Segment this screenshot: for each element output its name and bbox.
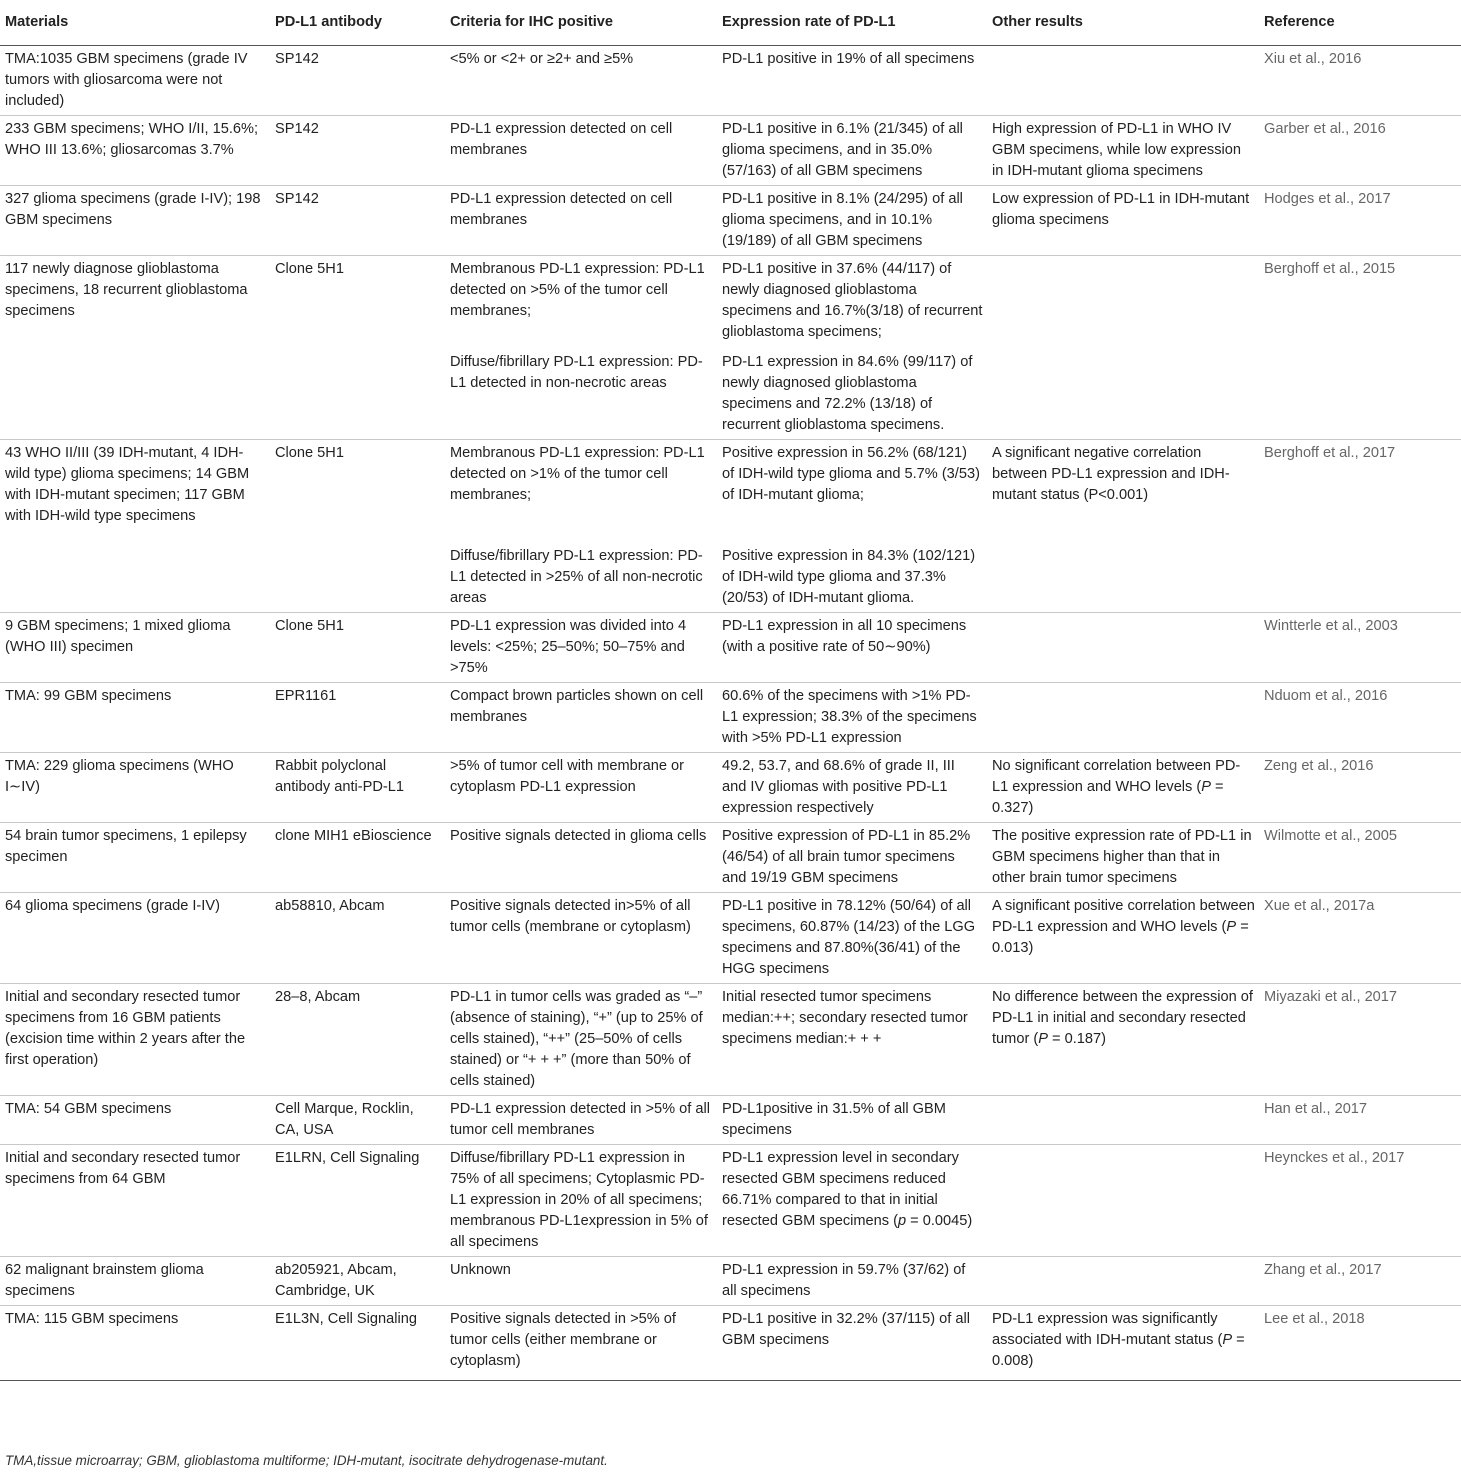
cell-reference: Hodges et al., 2017: [1259, 185, 1461, 255]
cell-criteria: Unknown: [445, 1256, 717, 1305]
header-criteria: Criteria for IHC positive: [445, 0, 717, 45]
cell-expression: PD-L1 expression in 59.7% (37/62) of all specimens: [717, 1256, 987, 1305]
cell-expression: Initial resected tumor specimens median:++; secondary resected tumor specimens median:+ + +: [717, 983, 987, 1095]
expression-text-post: = 0.0045): [906, 1212, 973, 1229]
cell-reference: Wilmotte et al., 2005: [1259, 822, 1461, 892]
cell-other: [987, 45, 1259, 115]
cell-criteria: Positive signals detected in glioma cells: [445, 822, 717, 892]
cell-materials: [0, 530, 270, 613]
table-row: [0, 439, 1461, 530]
cell-other: [987, 530, 1259, 613]
cell-materials: TMA:1035 GBM specimens (grade IV tumors with gliosarcoma were not included): [0, 45, 270, 115]
cell-other: [987, 346, 1259, 440]
cell-other: Low expression of PD-L1 in IDH-mutant glioma specimens: [987, 185, 1259, 255]
cell-criteria: Positive signals detected in >5% of tumor cells (either membrane or cytoplasm): [445, 1305, 717, 1380]
cell-criteria: Diffuse/fibrillary PD-L1 expression: PD-L1 detected in >25% of all non-necrotic areas: [450, 547, 703, 606]
cell-antibody: ab205921, Abcam, Cambridge, UK: [270, 1256, 445, 1305]
table-row: [0, 682, 1461, 752]
cell-criteria: Diffuse/fibrillary PD-L1 expression in 75% of all specimens; Cytoplasmic PD-L1 expression in 20% of all specimens; membranous PD-L1expression in 5% of all specimens: [445, 1144, 717, 1256]
cell-other: [987, 612, 1259, 682]
cell-expression: PD-L1 positive in 6.1% (21/345) of all glioma specimens, and in 35.0% (57/163) of all GBM specimens: [717, 115, 987, 185]
cell-antibody: Clone 5H1: [270, 612, 445, 682]
cell-expression: Positive expression in 84.3% (102/121) of IDH-wild type glioma and 37.3%(20/53) of IDH-mutant glioma.: [722, 547, 976, 606]
cell-criteria: PD-L1 expression detected on cell membranes: [445, 115, 717, 185]
cell-expression: [717, 1144, 987, 1256]
table-row: [0, 255, 1461, 346]
header-other-results: Other results: [987, 0, 1259, 45]
cell-criteria: Compact brown particles shown on cell membranes: [445, 682, 717, 752]
cell-criteria: PD-L1 expression detected in >5% of all tumor cell membranes: [445, 1095, 717, 1144]
other-text-pre: No difference between the expression of PD-L1 in initial and secondary resected tumor (: [992, 988, 1253, 1047]
cell-other: [987, 1095, 1259, 1144]
cell-antibody: SP142: [270, 45, 445, 115]
other-text-post: = 0.327): [992, 778, 1224, 816]
cell-other: The positive expression rate of PD-L1 in GBM specimens higher than that in other brain tumor specimens: [987, 822, 1259, 892]
p-symbol: P: [1226, 918, 1237, 935]
cell-reference: Han et al., 2017: [1259, 1095, 1461, 1144]
other-text-pre: No significant correlation between PD-L1 expression and WHO levels (: [992, 757, 1241, 795]
cell-reference: Heynckes et al., 2017: [1259, 1144, 1461, 1256]
cell-criteria: Membranous PD-L1 expression: PD-L1 detected on >1% of the tumor cell membranes;: [445, 439, 717, 530]
cell-other: [987, 255, 1259, 346]
table-row: [0, 1144, 1461, 1256]
table-row: [0, 822, 1461, 892]
cell-criteria: PD-L1 expression detected on cell membranes: [445, 185, 717, 255]
p-symbol: P: [1222, 1331, 1233, 1348]
cell-antibody: E1L3N, Cell Signaling: [270, 1305, 445, 1380]
cell-reference: Zhang et al., 2017: [1259, 1256, 1461, 1305]
cell-expression: 60.6% of the specimens with >1% PD-L1 expression; 38.3% of the specimens with >5% PD-L1 expression: [717, 682, 987, 752]
header-row: [0, 0, 1461, 45]
cell-expression: PD-L1 positive in 19% of all specimens: [717, 45, 987, 115]
cell-criteria: Diffuse/fibrillary PD-L1 expression: PD-L1 detected in non-necrotic areas: [450, 353, 703, 391]
expression-text-pre: PD-L1 expression level in secondary resected GBM specimens reduced 66.71% compared to that in initial resected GBM specimens (: [722, 1149, 959, 1229]
header-antibody: PD-L1 antibody: [270, 0, 445, 45]
cell-expression: PD-L1positive in 31.5% of all GBM specimens: [717, 1095, 987, 1144]
cell-expression: Positive expression in 56.2% (68/121) of IDH-wild type glioma and 5.7% (3/53) of IDH-mutant glioma;: [717, 439, 987, 530]
cell-expression: 49.2, 53.7, and 68.6% of grade II, III and IV gliomas with positive PD-L1 expression respectively: [717, 752, 987, 822]
header-materials: Materials: [0, 0, 270, 45]
cell-criteria: Positive signals detected in>5% of all tumor cells (membrane or cytoplasm): [445, 892, 717, 983]
cell-reference: [1259, 346, 1461, 440]
cell-antibody: EPR1161: [270, 682, 445, 752]
cell-expression: Positive expression of PD-L1 in 85.2%(46/54) of all brain tumor specimens and 19/19 GBM specimens: [717, 822, 987, 892]
cell-criteria: PD-L1 expression was divided into 4 levels: <25%; 25–50%; 50–75% and >75%: [445, 612, 717, 682]
cell-expression: PD-L1 positive in 37.6% (44/117) of newly diagnosed glioblastoma specimens and 16.7%(3/18) of recurrent glioblastoma specimens;: [717, 255, 987, 346]
cell-reference: Garber et al., 2016: [1259, 115, 1461, 185]
cell-reference: Nduom et al., 2016: [1259, 682, 1461, 752]
cell-materials: 43 WHO II/III (39 IDH-mutant, 4 IDH-wild type) glioma specimens; 14 GBM with IDH-mutant specimen; 117 GBM with IDH-wild type specimens: [0, 439, 270, 530]
cell-antibody: 28–8, Abcam: [270, 983, 445, 1095]
table-row: [0, 1095, 1461, 1144]
cell-reference: Berghoff et al., 2017: [1259, 439, 1461, 530]
cell-reference: Wintterle et al., 2003: [1259, 612, 1461, 682]
cell-materials: 64 glioma specimens (grade I-IV): [0, 892, 270, 983]
cell-antibody: Clone 5H1: [270, 255, 445, 346]
table-row: [0, 1256, 1461, 1305]
cell-antibody: Clone 5H1: [270, 439, 445, 530]
table-subrow: [0, 346, 1461, 440]
table-row: [0, 983, 1461, 1095]
cell-materials: Initial and secondary resected tumor specimens from 16 GBM patients (excision time within 2 years after the first operation): [0, 983, 270, 1095]
table-footnote: TMA,tissue microarray; GBM, glioblastoma multiforme; IDH-mutant, isocitrate dehydrogenase-mutant.: [5, 1453, 608, 1468]
other-text-pre: PD-L1 expression was significantly associated with IDH-mutant status (: [992, 1310, 1223, 1348]
cell-materials: 233 GBM specimens; WHO I/II, 15.6%; WHO III 13.6%; gliosarcomas 3.7%: [0, 115, 270, 185]
other-text-post: = 0.187): [1047, 1030, 1106, 1047]
cell-expression: PD-L1 expression in all 10 specimens (with a positive rate of 50∼90%): [717, 612, 987, 682]
cell-expression: PD-L1 expression in 84.6% (99/117) of newly diagnosed glioblastoma specimens and 72.2% (13/18) of recurrent glioblastoma specimens.: [722, 353, 973, 433]
cell-other: [987, 682, 1259, 752]
cell-materials: TMA: 99 GBM specimens: [0, 682, 270, 752]
cell-other: A significant negative correlation between PD-L1 expression and IDH-mutant status (P<0.001): [987, 439, 1259, 530]
cell-antibody: Cell Marque, Rocklin, CA, USA: [270, 1095, 445, 1144]
cell-other: [987, 1144, 1259, 1256]
cell-criteria: Membranous PD-L1 expression: PD-L1 detected on >5% of the tumor cell membranes;: [445, 255, 717, 346]
table-row: [0, 612, 1461, 682]
cell-reference: Lee et al., 2018: [1259, 1305, 1461, 1380]
cell-antibody: ab58810, Abcam: [270, 892, 445, 983]
cell-materials: TMA: 229 glioma specimens (WHO I∼IV): [0, 752, 270, 822]
table-row: [0, 45, 1461, 115]
header-expression: Expression rate of PD-L1: [717, 0, 987, 45]
cell-reference: [1259, 530, 1461, 613]
cell-reference: Xue et al., 2017a: [1259, 892, 1461, 983]
other-text-pre: A significant positive correlation between PD-L1 expression and WHO levels (: [992, 897, 1255, 935]
other-text-post: = 0.008): [992, 1331, 1245, 1369]
cell-antibody: [270, 346, 445, 440]
cell-materials: 62 malignant brainstem glioma specimens: [0, 1256, 270, 1305]
cell-criteria: PD-L1 in tumor cells was graded as “–” (absence of staining), “+” (up to 25% of cells stained), “++” (25–50% of cells stained) or “+ + +” (more than 50% of cells stained): [445, 983, 717, 1095]
cell-other: [987, 752, 1259, 822]
cell-other: High expression of PD-L1 in WHO IV GBM specimens, while low expression in IDH-mutant glioma specimens: [987, 115, 1259, 185]
p-symbol: p: [898, 1212, 907, 1229]
cell-reference: Berghoff et al., 2015: [1259, 255, 1461, 346]
table-row: [0, 892, 1461, 983]
cell-reference: Miyazaki et al., 2017: [1259, 983, 1461, 1095]
cell-expression: PD-L1 positive in 78.12% (50/64) of all specimens, 60.87% (14/23) of the LGG specimens and 87.80%(36/41) of the HGG specimens: [717, 892, 987, 983]
cell-antibody: [270, 530, 445, 613]
p-symbol: P: [1038, 1030, 1048, 1047]
cell-other: [987, 892, 1259, 983]
table-subrow: [0, 530, 1461, 613]
cell-expression: PD-L1 positive in 8.1% (24/295) of all glioma specimens, and in 10.1%(19/189) of all GBM specimens: [717, 185, 987, 255]
cell-materials: 54 brain tumor specimens, 1 epilepsy specimen: [0, 822, 270, 892]
table-row: [0, 115, 1461, 185]
cell-antibody: Rabbit polyclonal antibody anti-PD-L1: [270, 752, 445, 822]
cell-materials: 9 GBM specimens; 1 mixed glioma (WHO III) specimen: [0, 612, 270, 682]
p-symbol: P: [1201, 778, 1211, 795]
table-row: [0, 1305, 1461, 1380]
cell-materials: Initial and secondary resected tumor specimens from 64 GBM: [0, 1144, 270, 1256]
cell-reference: Zeng et al., 2016: [1259, 752, 1461, 822]
cell-materials: [0, 346, 270, 440]
cell-materials: 327 glioma specimens (grade I-IV); 198 GBM specimens: [0, 185, 270, 255]
cell-materials: TMA: 54 GBM specimens: [0, 1095, 270, 1144]
table-row: [0, 185, 1461, 255]
cell-other: [987, 1305, 1259, 1380]
cell-other: [987, 983, 1259, 1095]
cell-materials: TMA: 115 GBM specimens: [0, 1305, 270, 1380]
cell-antibody: SP142: [270, 185, 445, 255]
other-text-post: = 0.013): [992, 918, 1249, 956]
cell-reference: Xiu et al., 2016: [1259, 45, 1461, 115]
cell-antibody: E1LRN, Cell Signaling: [270, 1144, 445, 1256]
cell-antibody: clone MIH1 eBioscience: [270, 822, 445, 892]
cell-antibody: SP142: [270, 115, 445, 185]
header-reference: Reference: [1259, 0, 1461, 45]
cell-criteria: <5% or <2+ or ≥2+ and ≥5%: [445, 45, 717, 115]
cell-materials: 117 newly diagnose glioblastoma specimens, 18 recurrent glioblastoma specimens: [0, 255, 270, 346]
cell-criteria: >5% of tumor cell with membrane or cytoplasm PD-L1 expression: [445, 752, 717, 822]
cell-other: [987, 1256, 1259, 1305]
cell-expression: PD-L1 positive in 32.2% (37/115) of all GBM specimens: [717, 1305, 987, 1380]
table-row: [0, 752, 1461, 822]
